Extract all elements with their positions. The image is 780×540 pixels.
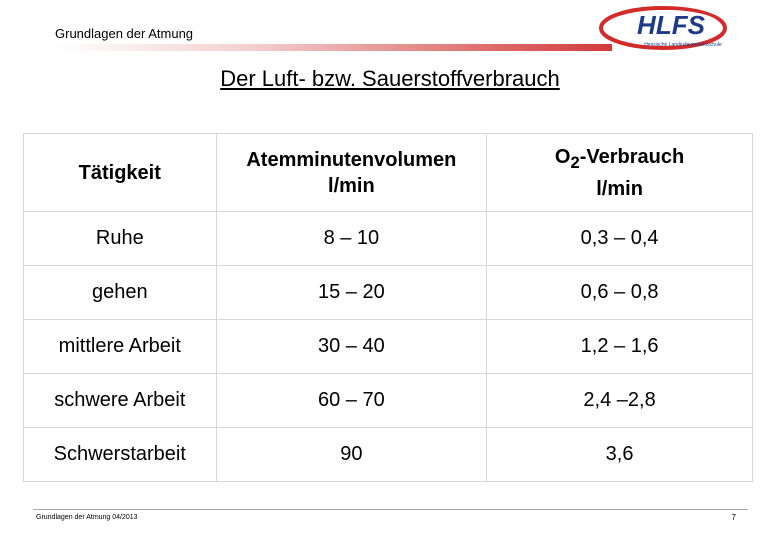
cell-o2: 0,3 – 0,4 bbox=[487, 212, 753, 266]
cell-volume: 15 – 20 bbox=[216, 266, 487, 320]
logo-subtitle: Hessische Landesfeuerwehrschule bbox=[644, 42, 722, 48]
header-title: Grundlagen der Atmung bbox=[55, 26, 194, 41]
hlfs-logo bbox=[597, 4, 737, 52]
logo-text: HLFS bbox=[637, 10, 705, 40]
header-o2: $O_2$-Verbrauch l/min bbox=[487, 134, 753, 212]
header-volume: Atemminutenvolumen l/min bbox=[216, 134, 487, 212]
cell-volume: 90 bbox=[216, 428, 487, 482]
header-activity: Tätigkeit bbox=[24, 134, 217, 212]
table-row bbox=[24, 212, 753, 266]
cell-activity: mittlere Arbeit bbox=[24, 320, 217, 374]
cell-o2: 1,2 – 1,6 bbox=[487, 320, 753, 374]
cell-activity: Ruhe bbox=[24, 212, 217, 266]
cell-volume: 30 – 40 bbox=[216, 320, 487, 374]
cell-o2: 2,4 –2,8 bbox=[487, 374, 753, 428]
page-number: 7 bbox=[731, 513, 736, 522]
table-row bbox=[24, 374, 753, 428]
table-row bbox=[24, 320, 753, 374]
header-gradient-bar bbox=[52, 44, 612, 51]
consumption-table bbox=[23, 133, 753, 482]
cell-activity: gehen bbox=[24, 266, 217, 320]
table-row bbox=[24, 266, 753, 320]
slide-title: Der Luft- bzw. Sauerstoffverbrauch bbox=[220, 66, 560, 91]
footer-divider bbox=[33, 509, 748, 510]
cell-volume: 60 – 70 bbox=[216, 374, 487, 428]
cell-o2: 3,6 bbox=[487, 428, 753, 482]
cell-activity: Schwerstarbeit bbox=[24, 428, 217, 482]
cell-o2: 0,6 – 0,8 bbox=[487, 266, 753, 320]
cell-activity: schwere Arbeit bbox=[24, 374, 217, 428]
cell-volume: 8 – 10 bbox=[216, 212, 487, 266]
footer-text: Grundlagen der Atmung 04/2013 bbox=[36, 514, 138, 521]
table-row bbox=[24, 428, 753, 482]
table-header-row bbox=[24, 134, 753, 212]
